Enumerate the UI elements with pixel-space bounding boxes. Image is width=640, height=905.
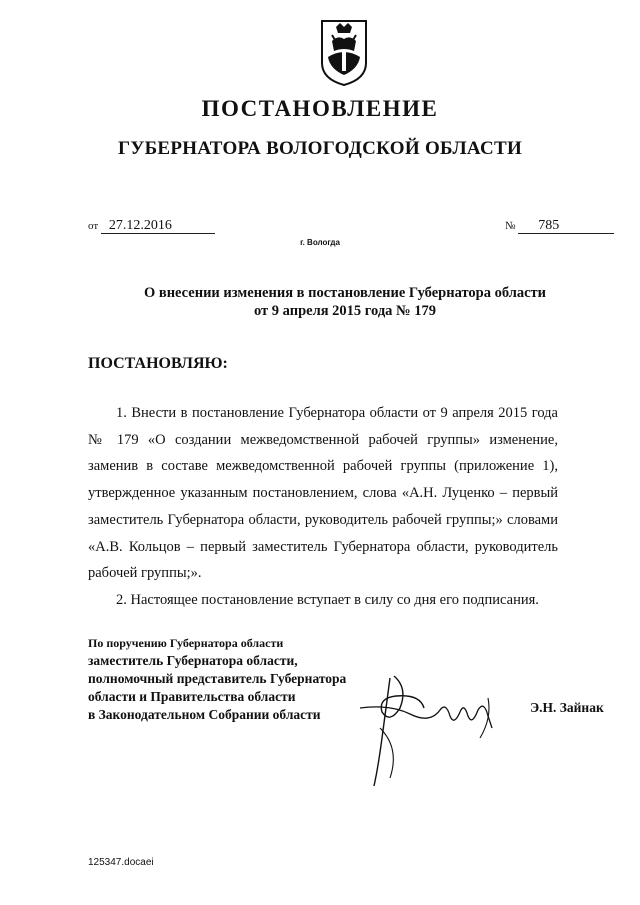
subject-line: О внесении изменения в постановление Губернатора области — [143, 285, 547, 301]
number-prefix: № — [505, 220, 516, 232]
file-code: 125347.docaei — [88, 857, 154, 868]
number-field — [505, 219, 614, 234]
signatory-line: полномочный представитель Губернатора — [88, 671, 347, 686]
signatory-line: По поручению Губернатора области — [88, 636, 284, 650]
document-title: ПОСТАНОВЛЕНИЕ — [201, 96, 439, 121]
number-value: 785 — [518, 219, 614, 234]
document-subject — [0, 284, 640, 320]
signatory-line: заместитель Губернатора области, — [88, 653, 298, 668]
date-prefix: от — [88, 220, 99, 232]
body-paragraph: 1. Внести в постановление Губернатора области от 9 апреля 2015 года № 179 «О создании межведомственной рабочей группы» изменение, заменив в составе межведомственной рабочей группы (приложение 1), утвержденное указанным постановлением, слова «А.Н. Луценко – первый заместитель Губернатора области, руководитель рабочей группы;» словами «А.В. Кольцов – первый заместитель Губернатора области, руководитель рабочей группы;». — [88, 405, 558, 582]
date-field — [88, 219, 215, 234]
date-value: 27.12.2016 — [101, 219, 215, 234]
handwritten-signature — [360, 668, 500, 798]
decree-heading: ПОСТАНОВЛЯЮ: — [88, 355, 228, 372]
body-paragraph: 2. Настоящее постановление вступает в силу со дня его подписания. — [116, 591, 539, 608]
signer-name: Э.Н. Зайнак — [530, 700, 604, 715]
document-subtitle: ГУБЕРНАТОРА ВОЛОГОДСКОЙ ОБЛАСТИ — [117, 138, 523, 159]
signatory-line: в Законодательном Собрании области — [88, 707, 321, 722]
signatory-line: области и Правительства области — [88, 689, 296, 704]
signatory-block — [88, 634, 346, 724]
subject-line: от 9 апреля 2015 года № 179 — [253, 303, 437, 319]
city-label: г. Вологда — [300, 238, 340, 247]
document-body — [88, 400, 558, 614]
coat-of-arms-emblem — [318, 17, 370, 87]
